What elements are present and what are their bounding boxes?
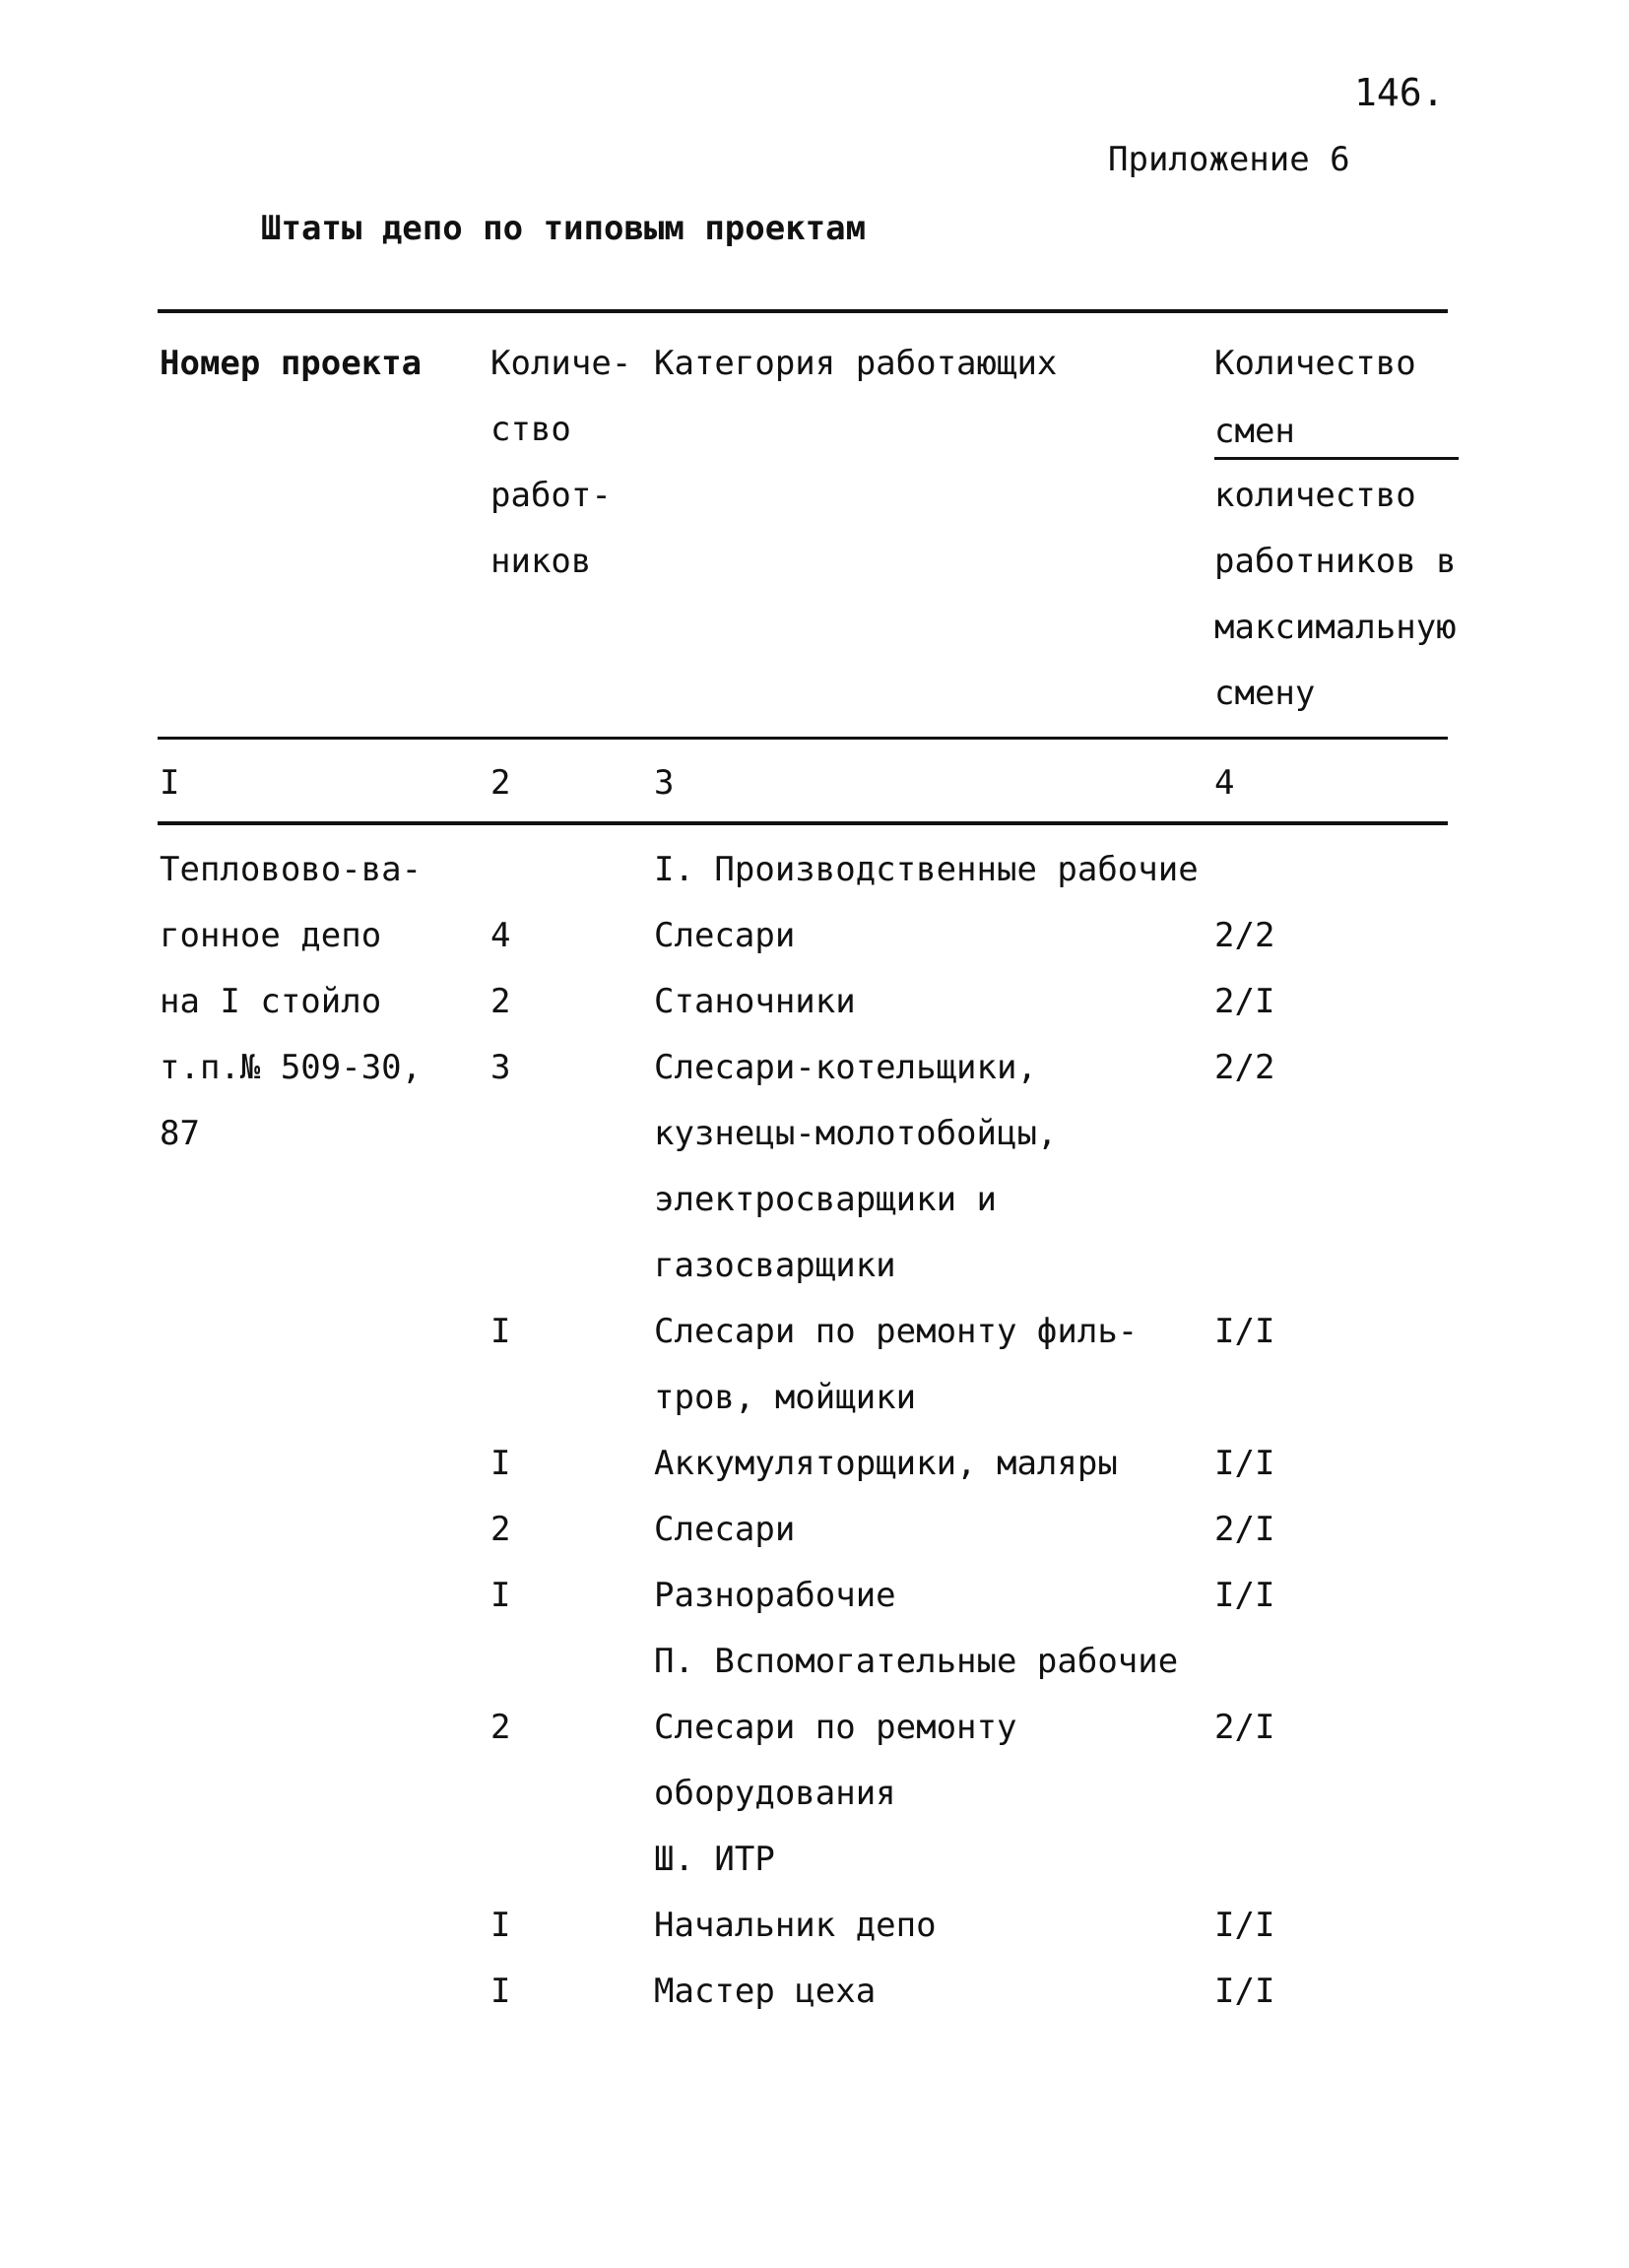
row-category: Слесари bbox=[654, 916, 796, 955]
row-count: 2 bbox=[490, 982, 511, 1021]
header-shifts-denominator-4: смену bbox=[1214, 674, 1316, 713]
row-category: Ш. ИТР bbox=[654, 1840, 775, 1879]
header-shifts-numerator-text: смен bbox=[1214, 406, 1459, 460]
row-category: Станочники bbox=[654, 982, 856, 1021]
row-category: Мастер цеха bbox=[654, 1972, 877, 2011]
column-number-bottom-rule bbox=[158, 821, 1448, 825]
row-count: 3 bbox=[490, 1048, 511, 1087]
row-category: Слесари по ремонту филь- bbox=[654, 1312, 1139, 1351]
page-title: Штаты депо по типовым проектам bbox=[261, 209, 867, 248]
column-number-4: 4 bbox=[1214, 763, 1235, 803]
appendix-label: Приложение 6 bbox=[1108, 140, 1350, 179]
column-number-1: I bbox=[160, 763, 180, 803]
project-line: т.п.№ 509-30, bbox=[160, 1048, 423, 1087]
header-worker-count-4: ников bbox=[490, 542, 592, 581]
row-shifts: 2/I bbox=[1214, 1510, 1275, 1549]
row-category: оборудования bbox=[654, 1774, 896, 1813]
row-count: I bbox=[490, 1312, 511, 1351]
row-shifts: 2/I bbox=[1214, 982, 1275, 1021]
row-category: Начальник депо bbox=[654, 1906, 937, 1945]
row-count: I bbox=[490, 1972, 511, 2011]
row-count: I bbox=[490, 1576, 511, 1615]
row-category: Слесари-котельщики, bbox=[654, 1048, 1037, 1087]
row-shifts: I/I bbox=[1214, 1312, 1275, 1351]
project-line: Тепловово-ва- bbox=[160, 850, 423, 889]
row-category: П. Вспомогательные рабочие bbox=[654, 1642, 1179, 1681]
header-shifts-top: Количество bbox=[1214, 344, 1416, 383]
row-category: тров, мойщики bbox=[654, 1378, 917, 1417]
row-shifts: 2/I bbox=[1214, 1708, 1275, 1747]
page-number: 146. bbox=[1354, 71, 1445, 114]
header-bottom-rule bbox=[158, 737, 1448, 740]
header-worker-count-1: Количе- bbox=[490, 344, 632, 383]
row-shifts: 2/2 bbox=[1214, 916, 1275, 955]
row-category: электросварщики и bbox=[654, 1180, 997, 1219]
header-shifts-denominator-1: количество bbox=[1214, 476, 1416, 515]
row-category: Слесари по ремонту bbox=[654, 1708, 1017, 1747]
row-count: I bbox=[490, 1906, 511, 1945]
header-shifts-denominator-2: работников в bbox=[1214, 542, 1457, 581]
row-shifts: 2/2 bbox=[1214, 1048, 1275, 1087]
row-category: газосварщики bbox=[654, 1246, 896, 1285]
row-shifts: I/I bbox=[1214, 1972, 1275, 2011]
row-count: 2 bbox=[490, 1510, 511, 1549]
column-number-3: 3 bbox=[654, 763, 675, 803]
header-category: Категория работающих bbox=[654, 344, 1058, 383]
row-category: Аккумуляторщики, маляры bbox=[654, 1444, 1118, 1483]
header-worker-count-3: работ- bbox=[490, 476, 612, 515]
row-count: 4 bbox=[490, 916, 511, 955]
project-line: гонное депо bbox=[160, 916, 382, 955]
table-top-rule bbox=[158, 309, 1448, 313]
project-line: на I стойло bbox=[160, 982, 382, 1021]
header-shifts-numerator bbox=[1214, 406, 1459, 460]
row-count: I bbox=[490, 1444, 511, 1483]
row-category: Разнорабочие bbox=[654, 1576, 896, 1615]
row-count: 2 bbox=[490, 1708, 511, 1747]
header-worker-count-2: ство bbox=[490, 410, 571, 449]
project-line: 87 bbox=[160, 1114, 200, 1153]
row-shifts: I/I bbox=[1214, 1444, 1275, 1483]
column-number-2: 2 bbox=[490, 763, 511, 803]
row-shifts: I/I bbox=[1214, 1576, 1275, 1615]
row-category: кузнецы-молотобойцы, bbox=[654, 1114, 1058, 1153]
row-category: I. Производственные рабочие bbox=[654, 850, 1199, 889]
row-shifts: I/I bbox=[1214, 1906, 1275, 1945]
header-project-number: Номер проекта bbox=[160, 344, 423, 383]
header-shifts-denominator-3: максимальную bbox=[1214, 608, 1457, 647]
row-category: Слесари bbox=[654, 1510, 796, 1549]
